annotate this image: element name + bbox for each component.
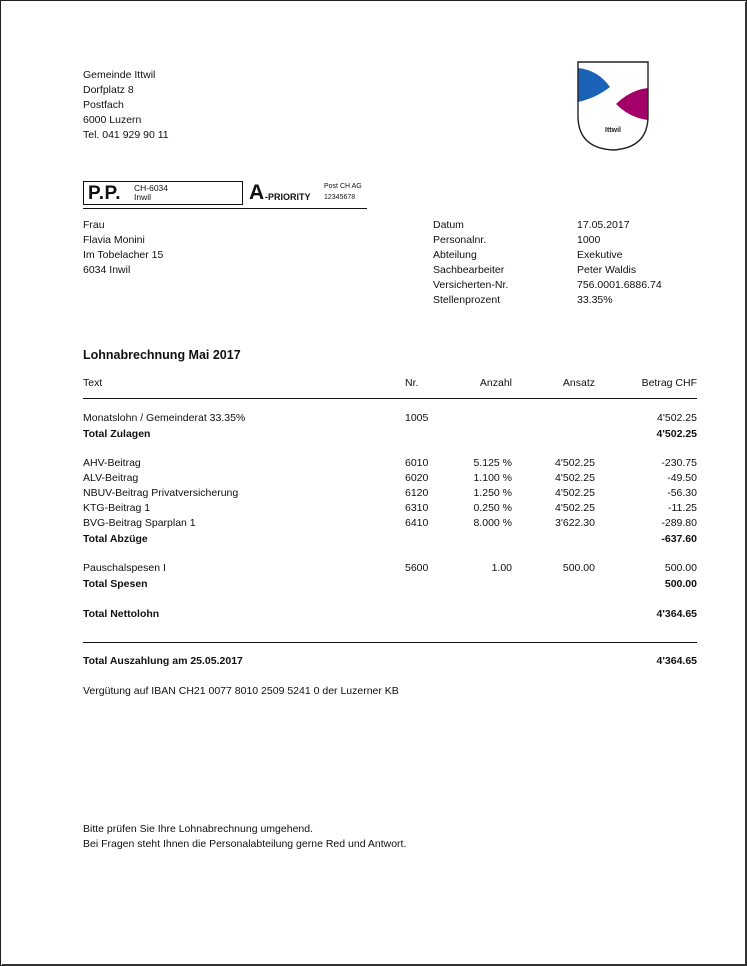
header-divider (83, 398, 697, 399)
row-nr: 5600 (405, 562, 429, 574)
row-anzahl: 5.125 % (473, 457, 512, 469)
row-betrag: -637.60 (661, 533, 697, 545)
meta-label-personnel-no: Personalnr. (433, 234, 487, 246)
meta-label-percentage: Stellenprozent (433, 294, 501, 306)
table-header (0, 376, 747, 391)
iban-note: Vergütung auf IBAN CH21 0077 8010 2509 5241 0 der Luzerner KB (83, 685, 399, 697)
row-nr: 6010 (405, 457, 429, 469)
meta-value-department: Exekutive (577, 249, 623, 261)
closing-line: Bitte prüfen Sie Ihre Lohnabrechnung umgehend. (83, 823, 314, 835)
row-text: KTG-Beitrag 1 (83, 502, 151, 514)
post-number: 12345678 (324, 194, 356, 201)
header-anzahl: Anzahl (479, 377, 512, 389)
row-nr: 6410 (405, 517, 429, 529)
row-ansatz: 3'622.30 (555, 517, 595, 529)
sender-line: Tel. 041 929 90 11 (83, 129, 169, 141)
meta-label-date: Datum (433, 219, 464, 231)
meta-label-insurance-no: Versicherten-Nr. (433, 279, 509, 291)
table-row (0, 561, 747, 576)
recipient-line: Flavia Monini (83, 234, 145, 246)
row-anzahl: 1.100 % (473, 472, 512, 484)
row-anzahl: 1.250 % (473, 487, 512, 499)
table-row-total (0, 577, 747, 592)
row-betrag: 500.00 (664, 578, 697, 590)
row-text: Total Abzüge (83, 533, 148, 545)
row-betrag: -11.25 (668, 502, 697, 514)
row-text: NBUV-Beitrag Privatversicherung (83, 487, 239, 499)
table-row (0, 486, 747, 501)
meta-value-date: 17.05.2017 (577, 219, 630, 231)
row-nr: 6310 (405, 502, 429, 514)
pp-postage-box (83, 181, 243, 205)
row-text: Total Zulagen (83, 428, 151, 440)
row-betrag: -230.75 (661, 457, 697, 469)
priority-letter: A (249, 181, 265, 204)
pp-mark: P.P. (88, 183, 122, 204)
header-betrag: Betrag CHF (641, 377, 697, 389)
logo-text: Ittwil (605, 127, 621, 134)
payout-text: Total Auszahlung am 25.05.2017 (83, 655, 243, 667)
row-betrag: 4'364.65 (656, 608, 697, 620)
closing-note (83, 822, 406, 852)
priority-label: -PRIORITY (265, 192, 311, 202)
table-row (0, 516, 747, 531)
recipient-line: Frau (83, 219, 105, 231)
pp-zip: CH-6034 (134, 183, 169, 193)
row-text: Total Nettolohn (83, 608, 160, 620)
row-nr: 6020 (405, 472, 429, 484)
meta-value-personnel-no: 1000 (577, 234, 601, 246)
row-ansatz: 4'502.25 (555, 472, 595, 484)
meta-value-insurance-no: 756.0001.6886.74 (577, 279, 662, 291)
table-row (0, 456, 747, 471)
sender-line: Dorfplatz 8 (83, 84, 134, 96)
pp-town: Inwil (134, 192, 152, 202)
header-text: Text (83, 377, 103, 389)
table-row (0, 471, 747, 486)
payout-divider (83, 642, 697, 643)
sender-line: Postfach (83, 99, 124, 111)
row-ansatz: 4'502.25 (555, 487, 595, 499)
post-name: Post CH AG (324, 183, 362, 190)
postage-divider (83, 208, 367, 209)
municipality-coat-of-arms-icon (576, 60, 650, 152)
row-betrag: 500.00 (664, 562, 697, 574)
row-text: ALV-Beitrag (83, 472, 139, 484)
row-betrag: -56.30 (667, 487, 697, 499)
row-anzahl: 0.250 % (473, 502, 512, 514)
meta-label-department: Abteilung (433, 249, 477, 261)
document-title: Lohnabrechnung Mai 2017 (83, 348, 241, 362)
table-row (0, 501, 747, 516)
row-betrag: 4'502.25 (656, 428, 697, 440)
row-text: Pauschalspesen I (83, 562, 166, 574)
pp-location (134, 184, 168, 202)
row-ansatz: 4'502.25 (555, 457, 595, 469)
recipient-line: 6034 Inwil (83, 264, 131, 276)
table-row-total (0, 607, 747, 622)
row-text: Monatslohn / Gemeinderat 33.35% (83, 412, 246, 424)
meta-values (577, 218, 662, 308)
row-ansatz: 4'502.25 (555, 502, 595, 514)
row-betrag: -289.80 (661, 517, 697, 529)
meta-labels (433, 218, 508, 308)
row-betrag: -49.50 (667, 472, 697, 484)
row-text: BVG-Beitrag Sparplan 1 (83, 517, 196, 529)
table-row-total (0, 427, 747, 442)
sender-line: Gemeinde Ittwil (83, 69, 156, 81)
meta-value-clerk: Peter Waldis (577, 264, 637, 276)
row-text: AHV-Beitrag (83, 457, 141, 469)
recipient-line: Im Tobelacher 15 (83, 249, 164, 261)
meta-value-percentage: 33.35% (577, 294, 613, 306)
row-anzahl: 1.00 (491, 562, 512, 574)
payout-row (0, 654, 747, 669)
post-company (324, 181, 362, 203)
header-ansatz: Ansatz (562, 377, 595, 389)
header-nr: Nr. (405, 377, 419, 389)
row-anzahl: 8.000 % (473, 517, 512, 529)
row-ansatz: 500.00 (562, 562, 595, 574)
closing-line: Bei Fragen steht Ihnen die Personalabteilung gerne Red und Antwort. (83, 838, 407, 850)
recipient-address (83, 218, 163, 278)
row-nr: 6120 (405, 487, 429, 499)
table-row-total (0, 532, 747, 547)
row-betrag: 4'502.25 (657, 412, 697, 424)
row-text: Total Spesen (83, 578, 148, 590)
sender-line: 6000 Luzern (83, 114, 142, 126)
payout-amount: 4'364.65 (656, 655, 697, 667)
table-row (0, 411, 747, 426)
row-nr: 1005 (405, 412, 429, 424)
meta-label-clerk: Sachbearbeiter (433, 264, 505, 276)
sender-address (83, 68, 169, 143)
